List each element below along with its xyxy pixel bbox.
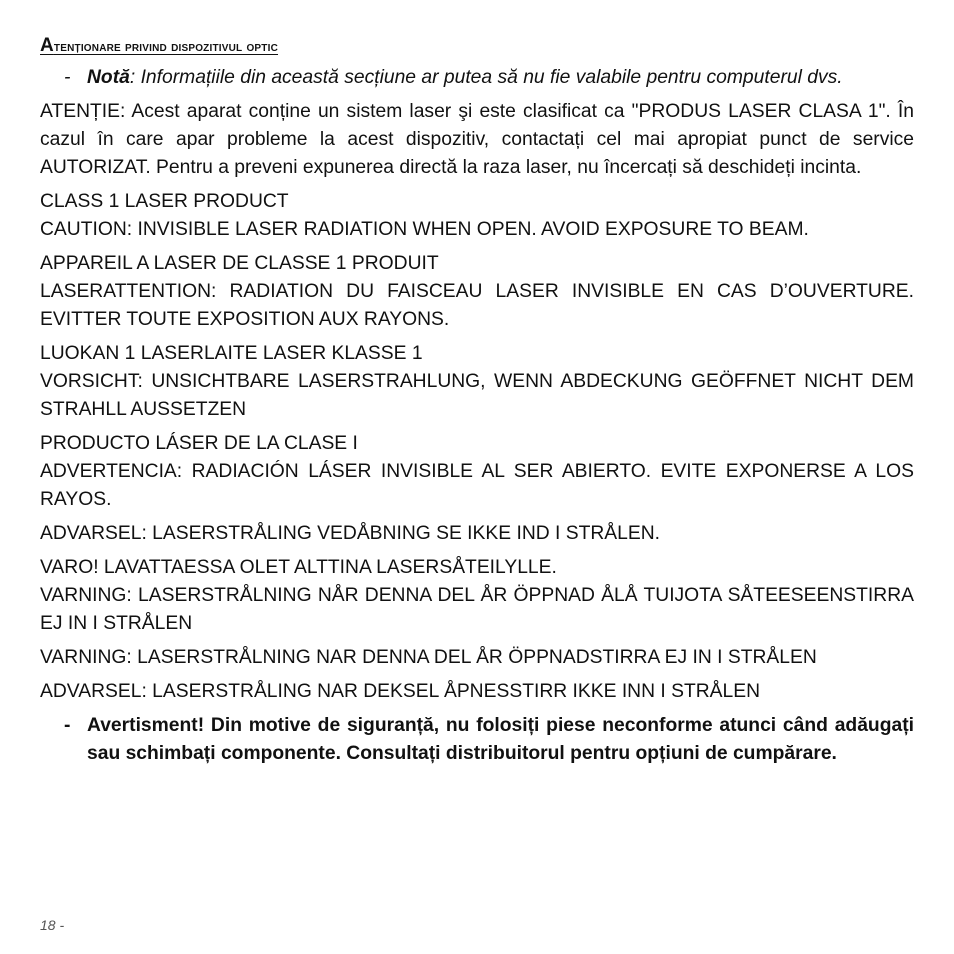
heading-initial: A (40, 35, 54, 56)
sv-varning-paragraph: VARNING: LASERSTRÅLNING NAR DENNA DEL ÅR ÖPPNADSTIRRA EJ IN I STRÅLEN (40, 647, 817, 668)
page-number: 18 - (40, 917, 65, 933)
fr-attention-paragraph: LASERATTENTION: RADIATION DU FAISCEAU LASER INVISIBLE EN CAS D’OUVERTURE. EVITTER TOUTE EXPOSITION AUX RAYONS. (40, 281, 914, 330)
page-content (40, 34, 914, 774)
section-heading (40, 34, 914, 58)
de-vorsicht-paragraph: VORSICHT: UNSICHTBARE LASERSTRAHLUNG, WENN ABDECKUNG GEÖFFNET NICHT DEM STRAHLL AUSSETZEN (40, 371, 914, 420)
no-advarsel-line: ADVARSEL: LASERSTRÅLING NAR DEKSEL ÅPNESSTIRR IKKE INN I STRÅLEN (40, 681, 761, 702)
fr-class-line: APPAREIL A LASER DE CLASSE 1 PRODUIT (40, 253, 439, 274)
fi-de-class-line: LUOKAN 1 LASERLAITE LASER KLASSE 1 (40, 343, 423, 364)
en-class-line: CLASS 1 LASER PRODUCT (40, 191, 289, 212)
note-item (40, 64, 914, 92)
es-class-line: PRODUCTO LÁSER DE LA CLASE I (40, 433, 358, 454)
note-label: Notă (87, 67, 130, 88)
warning-dash: - (64, 715, 71, 736)
da-advarsel-line: ADVARSEL: LASERSTRÅLING VEDÅBNING SE IKKE IND I STRÅLEN. (40, 523, 661, 544)
heading-rest: tenționare privind dispozitivul optic (53, 38, 279, 54)
attention-paragraph: ATENȚIE: Acest aparat conține un sistem laser şi este clasificat ca "PRODUS LASER CLASA 1". În cazul în care apar probleme la acest dispozitiv, contactați cel mai apropiat punct de service AUTORIZAT. Pentru a preveni expunerea directă la raza laser, nu încercați să deschideți incinta. (40, 101, 914, 178)
note-text: : Informațiile din această secțiune ar putea să nu fie valabile pentru computerul dvs. (129, 67, 843, 88)
sv-fi-varning-paragraph: VARNING: LASERSTRÅLNING NÅR DENNA DEL ÅR ÖPPNAD ÅLÅ TUIJOTA SÅTEESEENSTIRRA EJ IN I STRÅLEN (40, 585, 914, 634)
en-caution-paragraph: CAUTION: INVISIBLE LASER RADIATION WHEN OPEN. AVOID EXPOSURE TO BEAM. (40, 219, 809, 240)
es-advertencia-paragraph: ADVERTENCIA: RADIACIÓN LÁSER INVISIBLE AL SER ABIERTO. EVITE EXPONERSE A LOS RAYOS. (40, 461, 914, 510)
warning-text: Avertisment! Din motive de siguranță, nu folosiți piese neconforme atunci când adăugați sau schimbați componente. Consultați distribuitorul pentru opțiuni de cumpărare. (87, 715, 914, 764)
note-dash: - (64, 67, 71, 88)
warning-item (40, 712, 914, 768)
fi-varo-line: VARO! LAVATTAESSA OLET ALTTINA LASERSÅTEILYLLE. (40, 557, 557, 578)
